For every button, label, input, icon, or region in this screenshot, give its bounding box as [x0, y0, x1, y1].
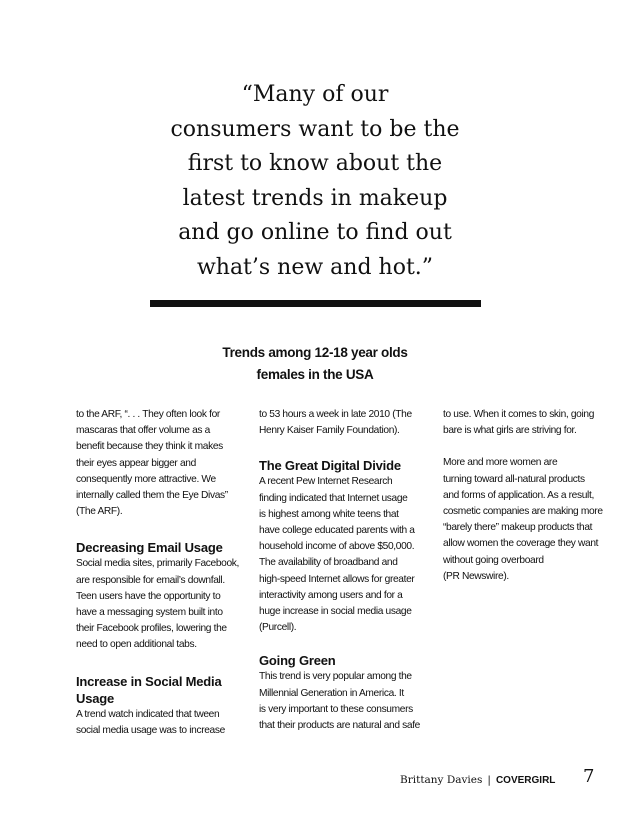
text-line: A trend watch indicated that tween [76, 708, 220, 720]
paragraph [76, 407, 248, 520]
heading-increase-in-social-media-usage [76, 673, 248, 707]
section-title [180, 342, 450, 386]
pull-quote-line: and go online to find out [178, 220, 452, 245]
text-line: consequently more attractive. We [76, 473, 216, 485]
quote-divider [150, 300, 481, 307]
footer-separator: | [487, 774, 491, 786]
text-line: Millennial Generation in America. It [259, 687, 404, 699]
page-footer [400, 774, 555, 786]
text-line: (Purcell). [259, 622, 297, 634]
text-line: and forms of application. As a result, [443, 489, 594, 501]
paragraph [76, 556, 248, 653]
text-line: Teen users have the opportunity to [76, 590, 221, 602]
text-line: This trend is very popular among the [259, 671, 412, 683]
heading-line: Increase in Social Media [76, 673, 222, 689]
paragraph [76, 707, 248, 739]
text-line: need to open additional tabs. [76, 639, 197, 651]
text-line: to use. When it comes to skin, going [443, 409, 595, 420]
paragraph [259, 669, 429, 734]
pull-quote-line: “Many of our [241, 82, 389, 107]
text-line: is very important to these consumers [259, 703, 413, 715]
text-line: is highest among white teens that [259, 508, 399, 520]
brand-name: COVERGIRL [495, 775, 556, 786]
text-line: without going overboard [443, 554, 544, 566]
pull-quote-line: consumers want to be the [170, 116, 460, 142]
text-line: have college educated parents with a [259, 525, 415, 537]
text-line: A recent Pew Internet Research [259, 476, 393, 488]
text-line: The availability of broadband and [259, 557, 398, 569]
text-line: high-speed Internet allows for greater [259, 573, 415, 585]
text-line: “barely there” makeup products that [443, 522, 593, 534]
text-column-3 [443, 407, 613, 585]
text-line: their Facebook profiles, lowering the [76, 623, 227, 635]
pull-quote-line: what’s new and hot.” [196, 254, 434, 280]
text-line: social media usage was to increase [76, 724, 225, 736]
author-name: Brittany Davies [400, 774, 483, 786]
pull-quote [140, 78, 490, 285]
section-title-line: Trends among 12-18 year olds [222, 345, 408, 360]
page-number: 7 [583, 766, 595, 787]
pull-quote-line: first to know about the [187, 151, 443, 176]
text-line: finding indicated that Internet usage [259, 492, 408, 504]
text-line: bare is what girls are striving for. [443, 425, 577, 437]
text-line: have a messaging system built into [76, 607, 223, 619]
text-line: internally called them the Eye Divas” [76, 490, 228, 502]
text-line: Henry Kaiser Family Foundation). [259, 425, 400, 437]
text-line: turning toward all-natural products [443, 473, 585, 485]
text-line: their eyes appear bigger and [76, 457, 196, 469]
heading-great-digital-divide: The Great Digital Divide [259, 458, 401, 474]
text-line: allow women the coverage they want [443, 538, 599, 550]
text-line: interactivity among users and for a [259, 589, 403, 601]
text-line: (The ARF). [76, 506, 123, 518]
text-column-2 [259, 407, 429, 734]
text-line: to the ARF, “. . . They often look for [76, 409, 220, 420]
text-line: huge increase in social media usage [259, 606, 412, 618]
paragraph [443, 455, 613, 585]
text-column-1 [76, 407, 248, 739]
text-line: cosmetic companies are making more [443, 506, 603, 518]
pull-quote-line: latest trends in makeup [182, 185, 448, 211]
paragraph [259, 407, 429, 439]
text-line: More and more women are [443, 457, 558, 469]
heading-going-green: Going Green [259, 653, 336, 669]
text-line: are responsible for email’s downfall. [76, 574, 225, 586]
text-line: to 53 hours a week in late 2010 (The [259, 409, 412, 420]
text-line: household income of above $50,000. [259, 541, 415, 553]
text-line: benefit because they think it makes [76, 441, 223, 453]
text-line: Social media sites, primarily Facebook, [76, 558, 240, 570]
paragraph [443, 407, 613, 439]
text-line: (PR Newswire). [443, 570, 509, 582]
text-line: mascaras that offer volume as a [76, 425, 210, 437]
text-line: that their products are natural and safe [259, 720, 420, 732]
heading-decreasing-email-usage: Decreasing Email Usage [76, 540, 223, 556]
paragraph [259, 474, 429, 636]
section-title-line: females in the USA [256, 367, 374, 382]
heading-line: Usage [76, 690, 115, 706]
